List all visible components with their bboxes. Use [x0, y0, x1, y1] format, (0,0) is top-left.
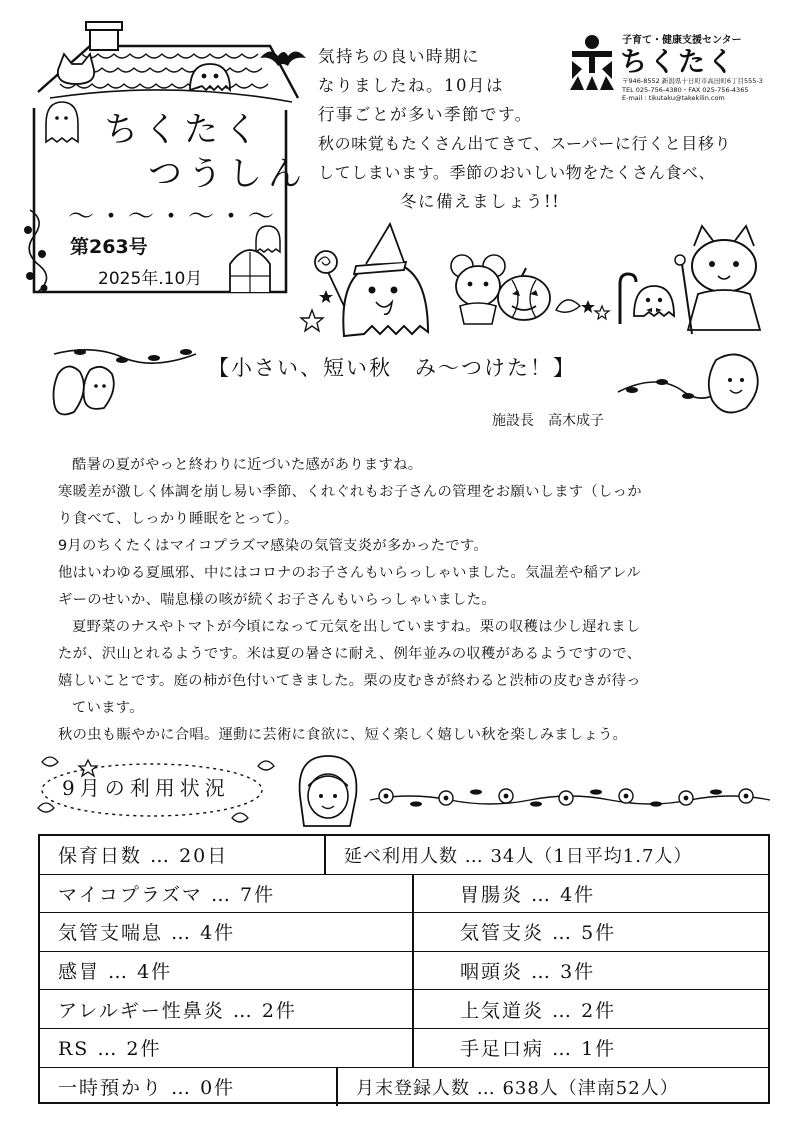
intro-line: してしまいます。季節のおいしい物をたくさん食べ、 — [318, 163, 716, 182]
stat-cell: 上気道炎 … 2件 — [460, 999, 617, 1022]
logo-email: E-mail : tikutaku@takekilin.com — [622, 94, 725, 102]
stat-cell: RS … 2件 — [58, 1038, 162, 1061]
article-line: 寒暖差が激しく体調を崩し易い季節、くれぐれもお子さんの管理をお願いします（しっか — [58, 484, 642, 500]
article-line: り食べて、しっかり睡眠をとって）。 — [58, 511, 299, 527]
article-title: 【小さい、短い秋 み〜つけた！】 — [208, 356, 576, 380]
logo-subtitle: 子育て・健康支援センター — [622, 35, 742, 46]
article-line: ギーのせいか、喘息様の咳が続くお子さんもいらっしゃいました。 — [58, 592, 496, 608]
issue-date: 2025年.10月 — [98, 269, 203, 289]
stat-cell: 気管支喘息 … 4件 — [58, 922, 236, 945]
intro-line: 気持ちの良い時期に — [318, 47, 480, 66]
logo-address: 〒946-8552 新潟県十日町市高田町6丁目555-3 — [622, 77, 763, 85]
stat-cell: 感冒 … 4件 — [58, 961, 173, 984]
title-squiggle: 〜・〜・〜・〜 — [68, 202, 279, 232]
article-line: 嬉しいことです。庭の柿が色付いてきました。栗の皮むきが終わると渋柿の皮むきが待っ — [58, 673, 641, 689]
title-line-2: つうしん — [148, 154, 308, 195]
issue-number: 第263号 — [70, 236, 148, 258]
halloween-characters-illustration — [298, 214, 778, 342]
article-line: 他はいわゆる夏風邪、中にはコロナのお子さんもいらっしゃいました。気温差や稲アレル — [58, 565, 641, 581]
table-row — [40, 836, 768, 875]
sweet-potato-vine-left-illustration — [44, 344, 204, 424]
stat-cell: 一時預かり … 0件 — [58, 1077, 236, 1100]
stat-cell: アレルギー性鼻炎 … 2件 — [58, 999, 297, 1022]
table-row — [40, 913, 768, 952]
table-row — [40, 1068, 768, 1107]
table-row — [40, 952, 768, 991]
article-line: ています。 — [72, 700, 144, 716]
intro-line: 秋の味覚もたくさん出てきて、スーパーに行くと目移り — [318, 134, 732, 153]
intro-line: なりましたね。10月は — [318, 76, 504, 95]
flower-garland-illustration — [366, 778, 778, 818]
usage-heading: 9月の利用状況 — [62, 776, 230, 800]
sweet-potato-vine-right-illustration — [612, 350, 772, 420]
girl-illustration — [292, 752, 362, 830]
stat-cell: 保育日数 … 20日 — [58, 845, 229, 868]
table-row — [40, 1029, 768, 1068]
center-logo-icon — [566, 34, 618, 92]
usage-stats-table — [38, 834, 770, 1104]
article-author: 施設長 高木成子 — [492, 413, 604, 429]
stat-cell: 延べ利用人数 … 34人（1日平均1.7人） — [344, 845, 693, 867]
stat-cell: 手足口病 … 1件 — [460, 1038, 617, 1061]
intro-line: 冬に備えましょう!! — [400, 192, 561, 211]
stat-cell: 胃腸炎 … 4件 — [460, 883, 596, 906]
article-line: たが、沢山とれるようです。米は夏の暑さに耐え、例年並みの収穫があるようですので、 — [58, 646, 642, 662]
logo-name: ちくたく — [620, 47, 736, 78]
intro-line: 行事ごとが多い季節です。 — [318, 105, 533, 124]
article-line: 酷暑の夏がやっと終わりに近づいた感がありますね。 — [72, 457, 423, 473]
stat-cell: マイコプラズマ … 7件 — [58, 883, 276, 906]
table-row — [40, 990, 768, 1029]
newsletter-title — [78, 108, 308, 196]
article-line: 9月のちくたくはマイコプラズマ感染の気管支炎が多かったです。 — [58, 538, 488, 554]
stat-cell: 月末登録人数 … 638人（津南52人） — [356, 1077, 679, 1099]
title-line-1: ちくたく — [104, 110, 264, 150]
stat-cell: 気管支炎 … 5件 — [460, 922, 617, 945]
logo-tel: TEL 025-756-4380・FAX 025-756-4365 — [622, 86, 749, 94]
stat-cell: 咽頭炎 … 3件 — [460, 961, 596, 984]
table-row — [40, 875, 768, 914]
article-line: 夏野菜のナスやトマトが今頃になって元気を出していますね。栗の収穫は少し遅れまし — [72, 619, 641, 635]
article-line: 秋の虫も賑やかに合唱。運動に芸術に食欲に、短く楽しく嬉しい秋を楽しみましょう。 — [58, 727, 628, 743]
article-body — [58, 452, 758, 749]
